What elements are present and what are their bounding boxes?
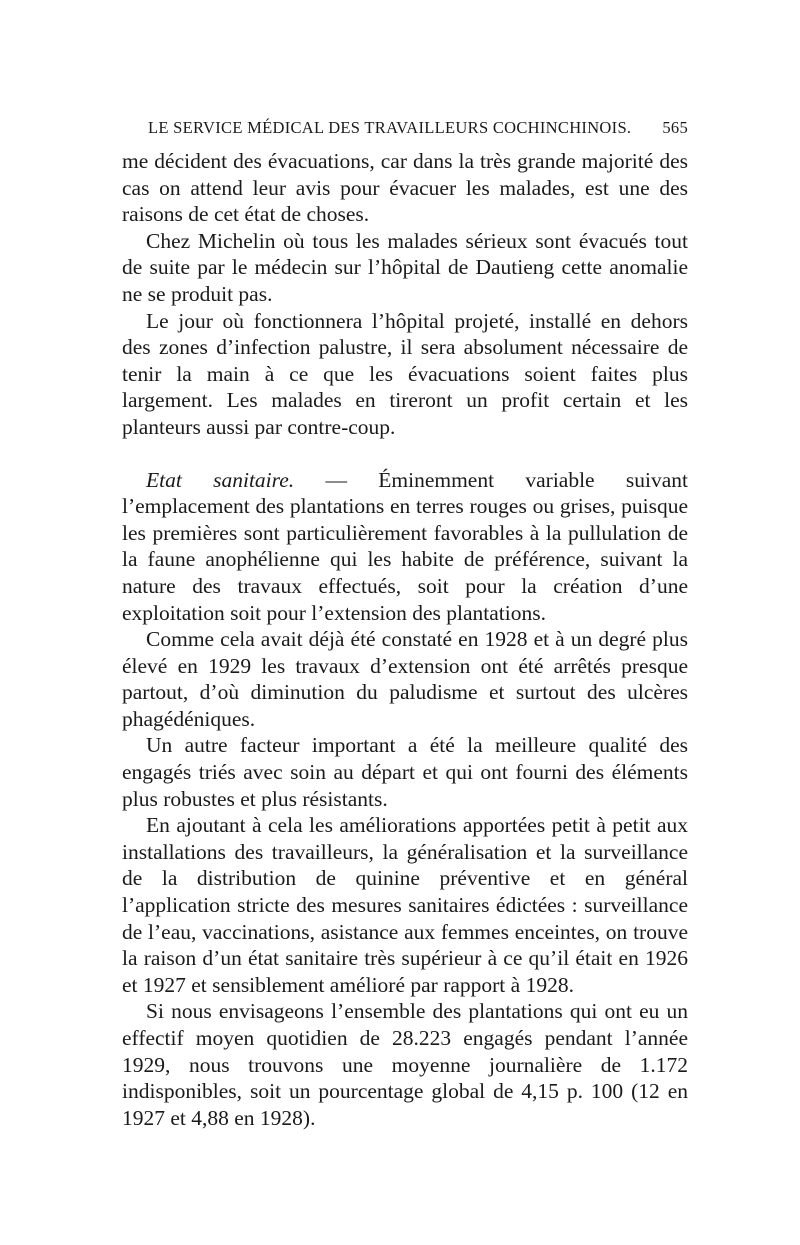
section-title: Etat sanitaire. xyxy=(146,467,295,492)
page-number: 565 xyxy=(662,118,688,137)
paragraph: En ajoutant à cela les améliorations apportées petit à petit aux installations des travailleurs, la généralisation et la surveillance de la distribution de quinine préventive et en général l’application stricte des mesures sanitaires édictées : surveillance de l’eau, vaccinations, asistance aux femmes enceintes, on trouve la raison d’un état sanitaire très supérieur à ce qu’il était en 1926 et 1927 et sensiblement amélioré par rapport à 1928. xyxy=(122,813,688,997)
paragraph: Chez Michelin où tous les malades sérieux sont évacués tout de suite par le médecin sur l’hôpital de Dautieng cette anomalie ne se produit pas. xyxy=(122,228,688,306)
paragraph: Le jour où fonctionnera l’hôpital projeté, installé en dehors des zones d’infection palustre, il sera absolument nécessaire de tenir la main à ce que les évacuations soient faites plus largement. Les malades en tireront un profit certain et les planteurs aussi par contre-coup. xyxy=(122,308,688,439)
section-intro-text: — Éminemment variable suivant l’emplacement des plantations en terres rouges ou grises, puisque les premières sont particulièrement favorables à la pullulation de la faune anophélienne qui les habite de préférence, suivant la nature des travaux effectués, soit pour la création d’une exploitation soit pour l’extension des plantations. xyxy=(122,467,688,625)
paragraph: Un autre facteur important a été la meilleure qualité des engagés triés avec soin au départ et qui ont fourni des éléments plus robustes et plus résistants. xyxy=(122,733,688,811)
paragraph: me décident des évacuations, car dans la très grande majorité des cas on attend leur avis pour évacuer les malades, est une des raisons de cet état de choses. xyxy=(122,149,688,227)
section-paragraph xyxy=(122,467,688,627)
body-text xyxy=(122,148,688,1131)
running-title: LE SERVICE MÉDICAL DES TRAVAILLEURS COCHINCHINOIS. xyxy=(148,118,632,137)
paragraph: Si nous envisageons l’ensemble des plantations qui ont eu un effectif moyen quotidien de 28.223 engagés pendant l’année 1929, nous trouvons une moyenne journalière de 1.172 indisponibles, soit un pourcentage global de 4,15 p. 100 (12 en 1927 et 4,88 en 1928). xyxy=(122,999,688,1130)
running-header xyxy=(148,118,688,138)
section-spacer xyxy=(122,441,688,467)
paragraph: Comme cela avait déjà été constaté en 1928 et à un degré plus élevé en 1929 les travaux d’extension ont été arrêtés presque partout, d’où diminution du paludisme et surtout des ulcères phagédéniques. xyxy=(122,627,688,731)
